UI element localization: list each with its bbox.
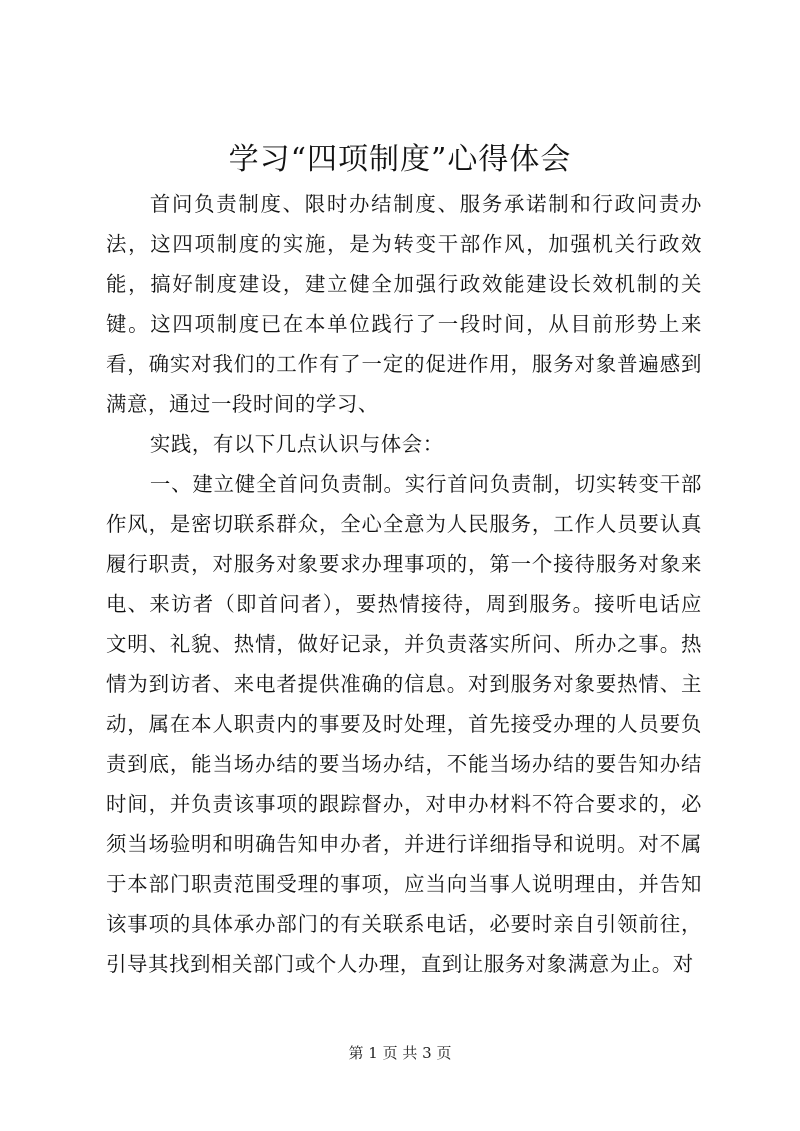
document-title: 学习“四项制度”心得体会 xyxy=(228,142,572,177)
paragraph-section-one: 一、建立健全首问负责制。实行首问负责制，切实转变干部作风，是密切联系群众，全心全意为人民服务，工作人员要认真履行职责，对服务对象要求办理事项的，第一个接待服务对象来电、来访者（即首问者），要热情接待，周到服务。接听电话应文明、礼貌、热情，做好记录，并负责落实所问、所办之事。热情为到访者、来电者提供准确的信息。对到服务对象要热情、主动，属在本人职责内的事要及时处理，首先接受办理的人员要负责到底，能当场办结的要当场办结，不能当场办结的要告知办结时间，并负责该事项的跟踪督办，对申办材料不符合要求的，必须当场验明和明确告知申办者，并进行详细指导和说明。对不属于本部门职责范围受理的事项，应当向当事人说明理由，并告知该事项的具体承办部门的有关联系电话，必要时亲自引领前往，引导其找到相关部门或个人办理，直到让服务对象满意为止。对 xyxy=(106,472,702,976)
paragraph-practice: 实践，有以下几点认识与体会： xyxy=(149,432,444,456)
paragraph-intro: 首问负责制度、限时办结制度、服务承诺制和行政问责办法，这四项制度的实施，是为转变干部作风，加强机关行政效能，搞好制度建设，建立健全加强行政效能建设长效机制的关键。这四项制度已在本单位践行了一段时间，从目前形势上来看，确实对我们的工作有了一定的促进作用，服务对象普遍感到满意，通过一段时间的学习、 xyxy=(106,192,702,416)
document-body xyxy=(106,184,702,984)
page-number-footer: 第 1 页 共 3 页 xyxy=(348,1044,452,1062)
